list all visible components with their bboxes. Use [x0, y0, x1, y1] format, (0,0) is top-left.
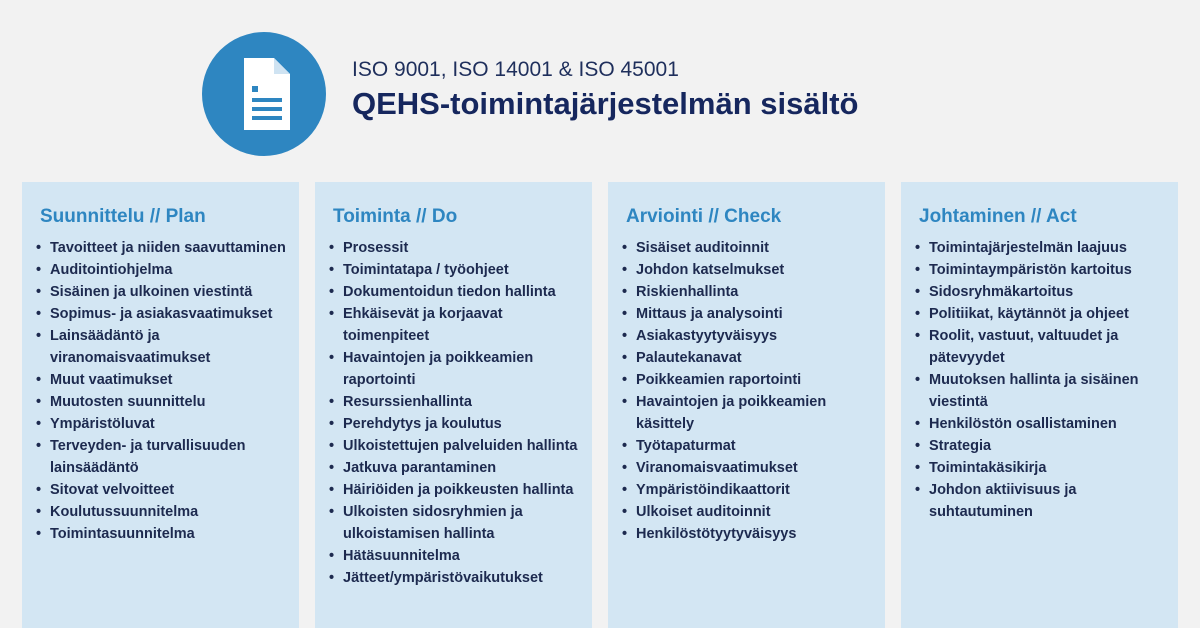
list-item: • Toimintajärjestelmän laajuus: [919, 237, 1170, 259]
list-item: • Sisäiset auditoinnit: [626, 237, 877, 259]
list-item: • Palautekanavat: [626, 347, 877, 369]
list-item: • Toimintakäsikirja: [919, 457, 1170, 479]
list-item: • Toimintaympäristön kartoitus: [919, 259, 1170, 281]
header-subtitle: ISO 9001, ISO 14001 & ISO 45001: [352, 58, 679, 81]
list-item: • Prosessit: [333, 237, 584, 259]
list-item: • Muutosten suunnittelu: [40, 391, 291, 413]
list-item: • Koulutussuunnitelma: [40, 501, 291, 523]
column-check: [608, 182, 885, 628]
document-icon-badge: [202, 32, 326, 156]
list-item: • Hätäsuunnitelma: [333, 545, 584, 567]
list-item: • Resurssienhallinta: [333, 391, 584, 413]
list-item: • Ulkoistettujen palveluiden hallinta: [333, 435, 584, 457]
item-list: [626, 237, 877, 545]
list-item: • Ulkoiset auditoinnit: [626, 501, 877, 523]
list-item: • Perehdytys ja koulutus: [333, 413, 584, 435]
column-act: [901, 182, 1178, 628]
list-item: • Tavoitteet ja niiden saavuttaminen: [40, 237, 291, 259]
list-item: • Terveyden- ja turvallisuuden lainsäädäntö: [40, 435, 291, 479]
list-item: • Henkilöstön osallistaminen: [919, 413, 1170, 435]
column-title: Arviointi // Check: [626, 206, 782, 227]
list-item: • Ulkoisten sidosryhmien ja ulkoistamisen hallinta: [333, 501, 584, 545]
list-item: • Ympäristöindikaattorit: [626, 479, 877, 501]
list-item: • Auditointiohjelma: [40, 259, 291, 281]
list-item: • Strategia: [919, 435, 1170, 457]
list-item: • Dokumentoidun tiedon hallinta: [333, 281, 584, 303]
item-list: [333, 237, 584, 589]
list-item: • Poikkeamien raportointi: [626, 369, 877, 391]
list-item: • Jatkuva parantaminen: [333, 457, 584, 479]
list-item: • Toimintasuunnitelma: [40, 523, 291, 545]
column-title: Suunnittelu // Plan: [40, 206, 206, 227]
list-item: • Johdon aktiivisuus ja suhtautuminen: [919, 479, 1170, 523]
list-item: • Sisäinen ja ulkoinen viestintä: [40, 281, 291, 303]
list-item: • Havaintojen ja poikkeamien käsittely: [626, 391, 877, 435]
list-item: • Politiikat, käytännöt ja ohjeet: [919, 303, 1170, 325]
list-item: • Ehkäisevät ja korjaavat toimenpiteet: [333, 303, 584, 347]
list-item: • Jätteet/ympäristövaikutukset: [333, 567, 584, 589]
item-list: [40, 237, 291, 545]
list-item: • Toimintatapa / työohjeet: [333, 259, 584, 281]
list-item: • Johdon katselmukset: [626, 259, 877, 281]
list-item: • Henkilöstötyytyväisyys: [626, 523, 877, 545]
item-list: [919, 237, 1170, 523]
list-item: • Työtapaturmat: [626, 435, 877, 457]
list-item: • Sidosryhmäkartoitus: [919, 281, 1170, 303]
column-title: Toiminta // Do: [333, 206, 458, 227]
list-item: • Viranomaisvaatimukset: [626, 457, 877, 479]
list-item: • Sitovat velvoitteet: [40, 479, 291, 501]
list-item: • Riskienhallinta: [626, 281, 877, 303]
list-item: • Roolit, vastuut, valtuudet ja pätevyydet: [919, 325, 1170, 369]
list-item: • Muutoksen hallinta ja sisäinen viestintä: [919, 369, 1170, 413]
list-item: • Lainsäädäntö ja viranomaisvaatimukset: [40, 325, 291, 369]
column-do: [315, 182, 592, 628]
list-item: • Sopimus- ja asiakasvaatimukset: [40, 303, 291, 325]
list-item: • Asiakastyytyväisyys: [626, 325, 877, 347]
column-title: Johtaminen // Act: [919, 206, 1077, 227]
page-title: QEHS-toimintajärjestelmän sisältö: [352, 86, 859, 121]
list-item: • Ympäristöluvat: [40, 413, 291, 435]
column-plan: [22, 182, 299, 628]
document-icon: [202, 32, 326, 156]
list-item: • Mittaus ja analysointi: [626, 303, 877, 325]
list-item: • Muut vaatimukset: [40, 369, 291, 391]
list-item: • Havaintojen ja poikkeamien raportointi: [333, 347, 584, 391]
list-item: • Häiriöiden ja poikkeusten hallinta: [333, 479, 584, 501]
